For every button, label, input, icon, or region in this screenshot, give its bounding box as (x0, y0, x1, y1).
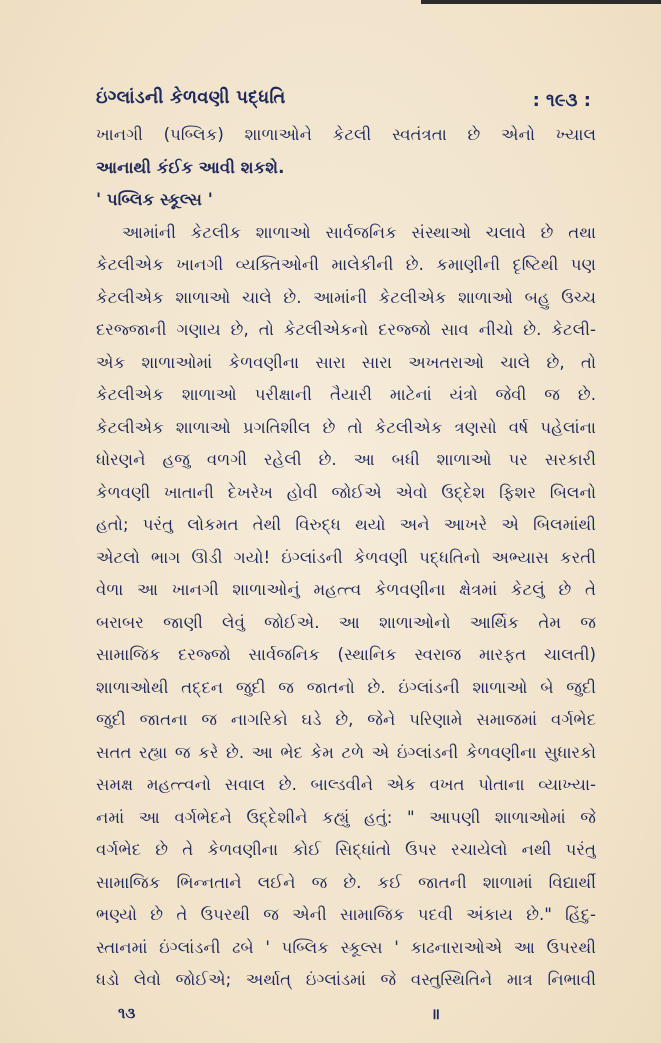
text-line: કેટલીએક શાળાઓ ચાલે છે. આમાંની કેટલીએક શાળાઓ બહુ ઉચ્ચ (96, 287, 596, 307)
text-line: સામાજિક દરજ્જો સાર્વજનિક (સ્થાનિક સ્વરાજ મારફત ચાલતી) (96, 645, 596, 664)
scan-edge-mark (421, 0, 661, 4)
text-line: નમાં આ વર્ગભેદને ઉદ્દેશીને કહ્યું હતું: " આપણી શાળાઓમાં જે (96, 807, 596, 827)
text-line: કેળવણી ખાતાની દેખરેખ હોવી જોઈએ એવો ઉદ્દેશ ફિશર બિલનો (96, 482, 596, 502)
text-line: ધડો લેવો જોઈએ; અર્થાત્ ઇંગ્લાંડમાં જે વસ્તુસ્થિતિને માત્ર નિભાવી (96, 970, 596, 989)
text-line: સતત રહ્યા જ કરે છે. આ ભેદ કેમ ટળે એ ઇંગ્લાંડની કેળવણીના સુધારકો (96, 742, 596, 762)
running-title: ઇંગ્લાંડની કેળવણી પદ્ધતિ (96, 87, 286, 108)
body-text (96, 119, 596, 997)
text-line: બરાબર જાણી લેવું જોઈએ. આ શાળાઓનો આર્થિક તેમ જ (96, 612, 596, 632)
footer-mark: ॥ (431, 1005, 440, 1023)
text-line: વેળા આ ખાનગી શાળાઓનું મહત્ત્વ કેળવણીના ક્ષેત્રમાં કેટલું છે તે (96, 580, 596, 599)
text-line: સ્તાનમાં ઇંગ્લાંડની ઢબે ' પબ્લિક સ્કૂલ્સ ' કાઢનારાઓએ આ ઉપરથી (96, 937, 596, 957)
text-line: ધોરણને હજુ વળગી રહેલી છે. આ બધી શાળાઓ પર સરકારી (96, 450, 596, 469)
text-line: એટલો ભાગ ઊડી ગયો! ઇંગ્લાંડની કેળવણી પદ્ધતિનો અભ્યાસ કરતી (96, 547, 596, 567)
text-line: વર્ગભેદ છે તે કેળવણીના કોઈ સિદ્ધાંતો ઉપર રચાયેલો નથી પરંતુ (96, 840, 596, 859)
text-line: હતો; પરંતુ લોકમત તેથી વિરુદ્ધ થયો અને આખરે એ બિલમાંથી (96, 515, 596, 534)
text-line: કેટલીએક શાળાઓ પરીક્ષાની તૈયારી માટેનાં યંત્રો જેવી જ છે. (96, 385, 596, 404)
text-line: જુદી જાતના જ નાગરિકો ઘડે છે, જેને પરિણામે સમાજમાં વર્ગભેદ (96, 710, 596, 729)
text-line: સામાજિક ભિન્નતાને લઈને જ છે. કઈ જાતની શાળામાં વિદ્યાર્થી (96, 872, 596, 892)
text-line: ખાનગી (પબ્લિક) શાળાઓને કેટલી સ્વતંત્રતા છે એનો ખ્યાલ (96, 125, 596, 144)
text-line: સમક્ષ મહત્ત્વનો સવાલ છે. બાલ્ડવીને એક વખત પોતાના વ્યાખ્યા- (96, 775, 596, 794)
text-line: કેટલીએક ખાનગી વ્યક્તિઓની માલેકીની છે. કમાણીની દૃષ્ટિથી પણ (96, 255, 596, 274)
section-heading: ' પબ્લિક સ્કૂલ્સ ' (96, 190, 213, 209)
page-number: : ૧૯૩ : (532, 90, 591, 111)
text-line: શાળાઓથી તદ્દન જુદી જ જાતનો છે. ઇંગ્લાંડની શાળાઓ બે જુદી (96, 677, 596, 697)
text-line: દરજ્જાની ગણાય છે, તો કેટલીએકનો દરજ્જો સાવ નીચો છે. કેટલી- (96, 320, 596, 339)
text-line: કેટલીએક શાળાઓ પ્રગતિશીલ છે તો કેટલીએક ત્રણસો વર્ષ પહેલાંના (96, 417, 596, 437)
text-line: આનાથી કંઈક આવી શકશે. (96, 157, 285, 177)
text-line: આમાંની કેટલીક શાળાઓ સાર્વજનિક સંસ્થાઓ ચલાવે છે તથા (122, 222, 596, 242)
text-line: એક શાળાઓમાં કેળવણીના સારા સારા અખતરાઓ ચાલે છે, તો (96, 352, 596, 372)
text-line: ભણ્યો છે તે ઉપરથી જ એની સામાજિક પદવી અંકાય છે." હિંદુ- (96, 905, 596, 924)
signature-mark: ૧૩ (118, 1004, 136, 1022)
